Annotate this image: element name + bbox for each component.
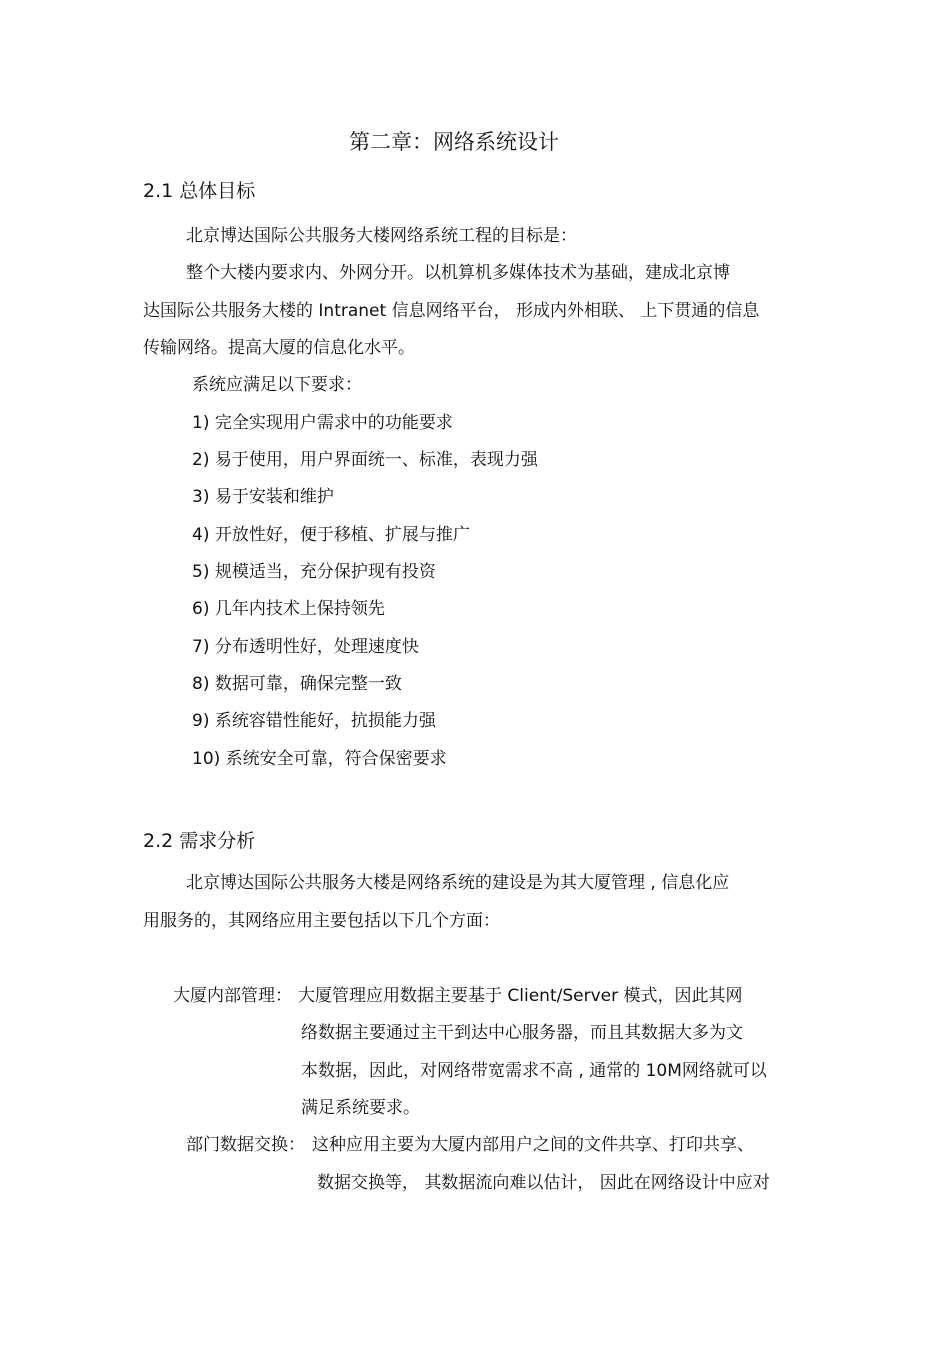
section-2-1-heading: 2.1 总体目标 [143,180,256,202]
department-exchange-line-2: 数据交换等， 其数据流向难以估计， 因此在网络设计中应对 [317,1173,770,1193]
chapter-title: 第二章：网络系统设计 [349,130,559,154]
list-item: 9) 系统容错性能好，抗损能力强 [192,711,436,731]
requirements-intro: 系统应满足以下要求： [192,375,362,395]
section-2-1-paragraph-line-3: 传输网络。提高大厦的信息化水平。 [143,338,415,358]
list-item: 10) 系统安全可靠，符合保密要求 [192,749,447,769]
list-item: 2) 易于使用，用户界面统一、标准，表现力强 [192,450,538,470]
list-item: 5) 规模适当，充分保护现有投资 [192,562,436,582]
department-exchange-line-1: 这种应用主要为大厦内部用户之间的文件共享、打印共享、 [312,1135,754,1155]
section-2-1-paragraph-line-1: 整个大楼内要求内、外网分开。以机算机多媒体技术为基础，建成北京博 [186,263,730,283]
section-2-1-intro: 北京博达国际公共服务大楼网络系统工程的目标是： [186,226,577,246]
building-management-line-2: 络数据主要通过主干到达中心服务器，而且其数据大多为文 [301,1023,743,1043]
building-management-line-4: 满足系统要求。 [301,1098,420,1118]
department-exchange-label: 部门数据交换： [186,1135,305,1155]
list-item: 4) 开放性好，便于移植、扩展与推广 [192,525,470,545]
section-2-2-intro-line-2: 用服务的，其网络应用主要包括以下几个方面： [143,911,500,931]
list-item: 8) 数据可靠，确保完整一致 [192,674,402,694]
list-item: 1) 完全实现用户需求中的功能要求 [192,413,453,433]
section-2-2-heading: 2.2 需求分析 [143,830,256,852]
building-management-label: 大厦内部管理： [173,986,292,1006]
list-item: 3) 易于安装和维护 [192,487,334,507]
section-2-2-intro-line-1: 北京博达国际公共服务大楼是网络系统的建设是为其大厦管理 , 信息化应 [186,873,730,893]
building-management-line-1: 大厦管理应用数据主要基于 Client/Server 模式，因此其网 [298,986,743,1006]
building-management-line-3: 本数据，因此，对网络带宽需求不高 , 通常的 10M网络就可以 [301,1061,767,1081]
section-2-1-paragraph-line-2: 达国际公共服务大楼的 Intranet 信息网络平台， 形成内外相联、 上下贯通的信息 [143,301,760,321]
list-item: 7) 分布透明性好，处理速度快 [192,637,419,657]
list-item: 6) 几年内技术上保持领先 [192,599,385,619]
